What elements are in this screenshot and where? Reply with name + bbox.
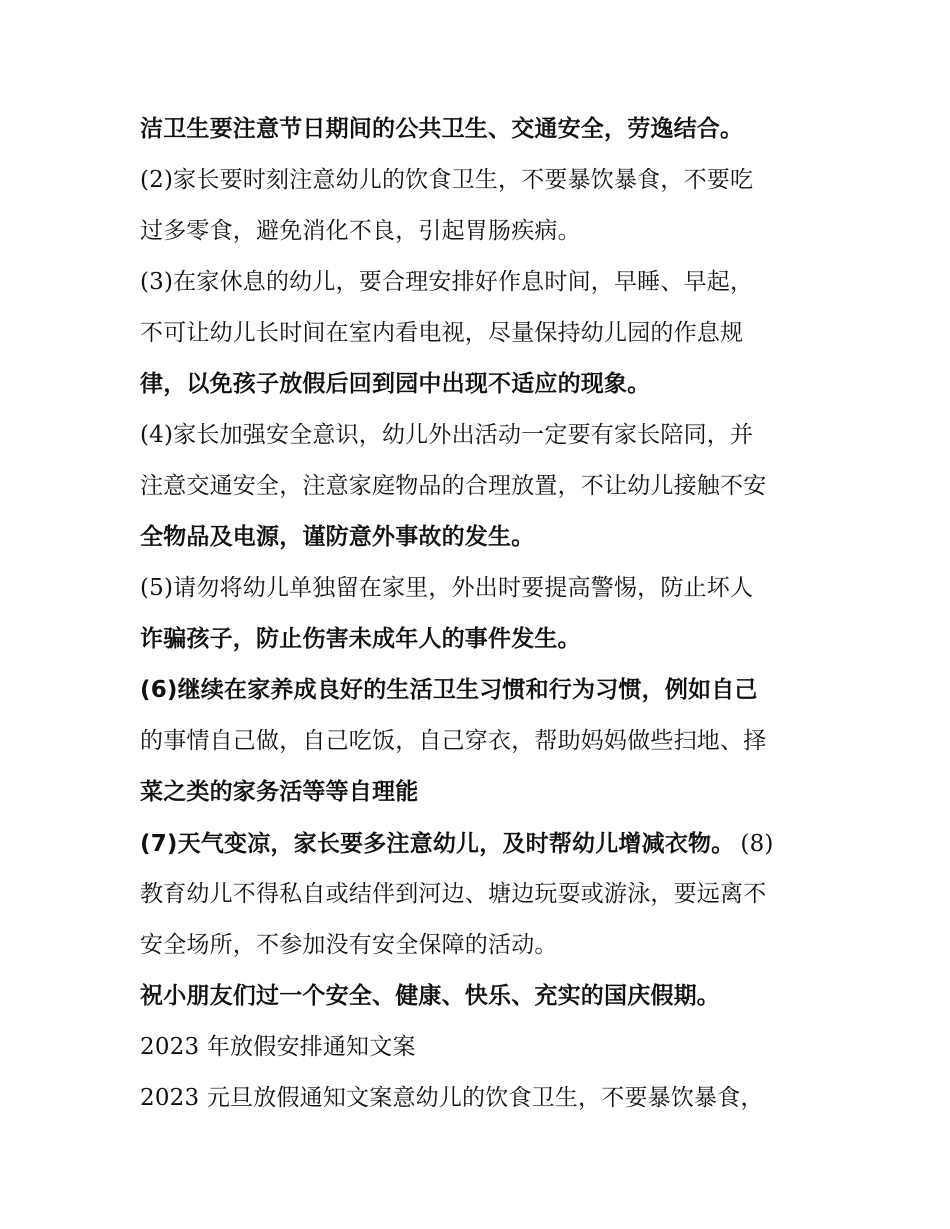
text-line-19: 2023 年放假安排通知文案 [140, 1034, 416, 1060]
document-body [140, 104, 815, 1124]
text-line-12: (6)继续在家养成良好的生活卫生习惯和行为习惯，例如自己 [140, 677, 758, 703]
text-line-5: 不可让幼儿长时间在室内看电视，尽量保持幼儿园的作息规 [140, 320, 744, 346]
text-line-10: (5)请勿将幼儿单独留在家里，外出时要提高警惕，防止坏人 [140, 575, 754, 601]
text-line-3: 过多零食，避免消化不良，引起胃肠疾病。 [140, 218, 581, 244]
text-line-6: 律，以免孩子放假后回到园中出现不适应的现象。 [140, 371, 651, 397]
text-line-16: 教育幼儿不得私自或结伴到河边、塘边玩耍或游泳，要远离不 [140, 881, 767, 907]
text-line-20: 2023 元旦放假通知文案意幼儿的饮食卫生，不要暴饮暴食， [140, 1085, 764, 1111]
text-line-4: (3)在家休息的幼儿，要合理安排好作息时间，早睡、早起， [140, 269, 754, 295]
text-line-1: 洁卫生要注意节日期间的公共卫生、交通安全，劳逸结合。 [140, 116, 744, 142]
text-line-9: 全物品及电源，谨防意外事故的发生。 [140, 524, 535, 550]
text-line-7: (4)家长加强安全意识，幼儿外出活动一定要有家长陪同，并 [140, 422, 754, 448]
text-line-15-item-number: (8) [740, 831, 774, 857]
text-line-14: 菜之类的家务活等等自理能 [140, 779, 419, 805]
text-line-17: 安全场所，不参加没有安全保障的活动。 [140, 932, 558, 958]
text-line-11: 诈骗孩子，防止伤害未成年人的事件发生。 [140, 626, 581, 652]
text-line-18: 祝小朋友们过一个安全、健康、快乐、充实的国庆假期。 [140, 983, 720, 1009]
text-line-15 [140, 818, 815, 869]
text-line-15-main: (7)天气变凉，家长要多注意幼儿，及时帮幼儿增减衣物。 [140, 831, 735, 857]
text-line-13: 的事情自己做，自己吃饭，自己穿衣，帮助妈妈做些扫地、择 [140, 728, 767, 754]
text-line-2: (2)家长要时刻注意幼儿的饮食卫生，不要暴饮暴食，不要吃 [140, 167, 754, 193]
text-line-8: 注意交通安全，注意家庭物品的合理放置，不让幼儿接触不安 [140, 473, 767, 499]
